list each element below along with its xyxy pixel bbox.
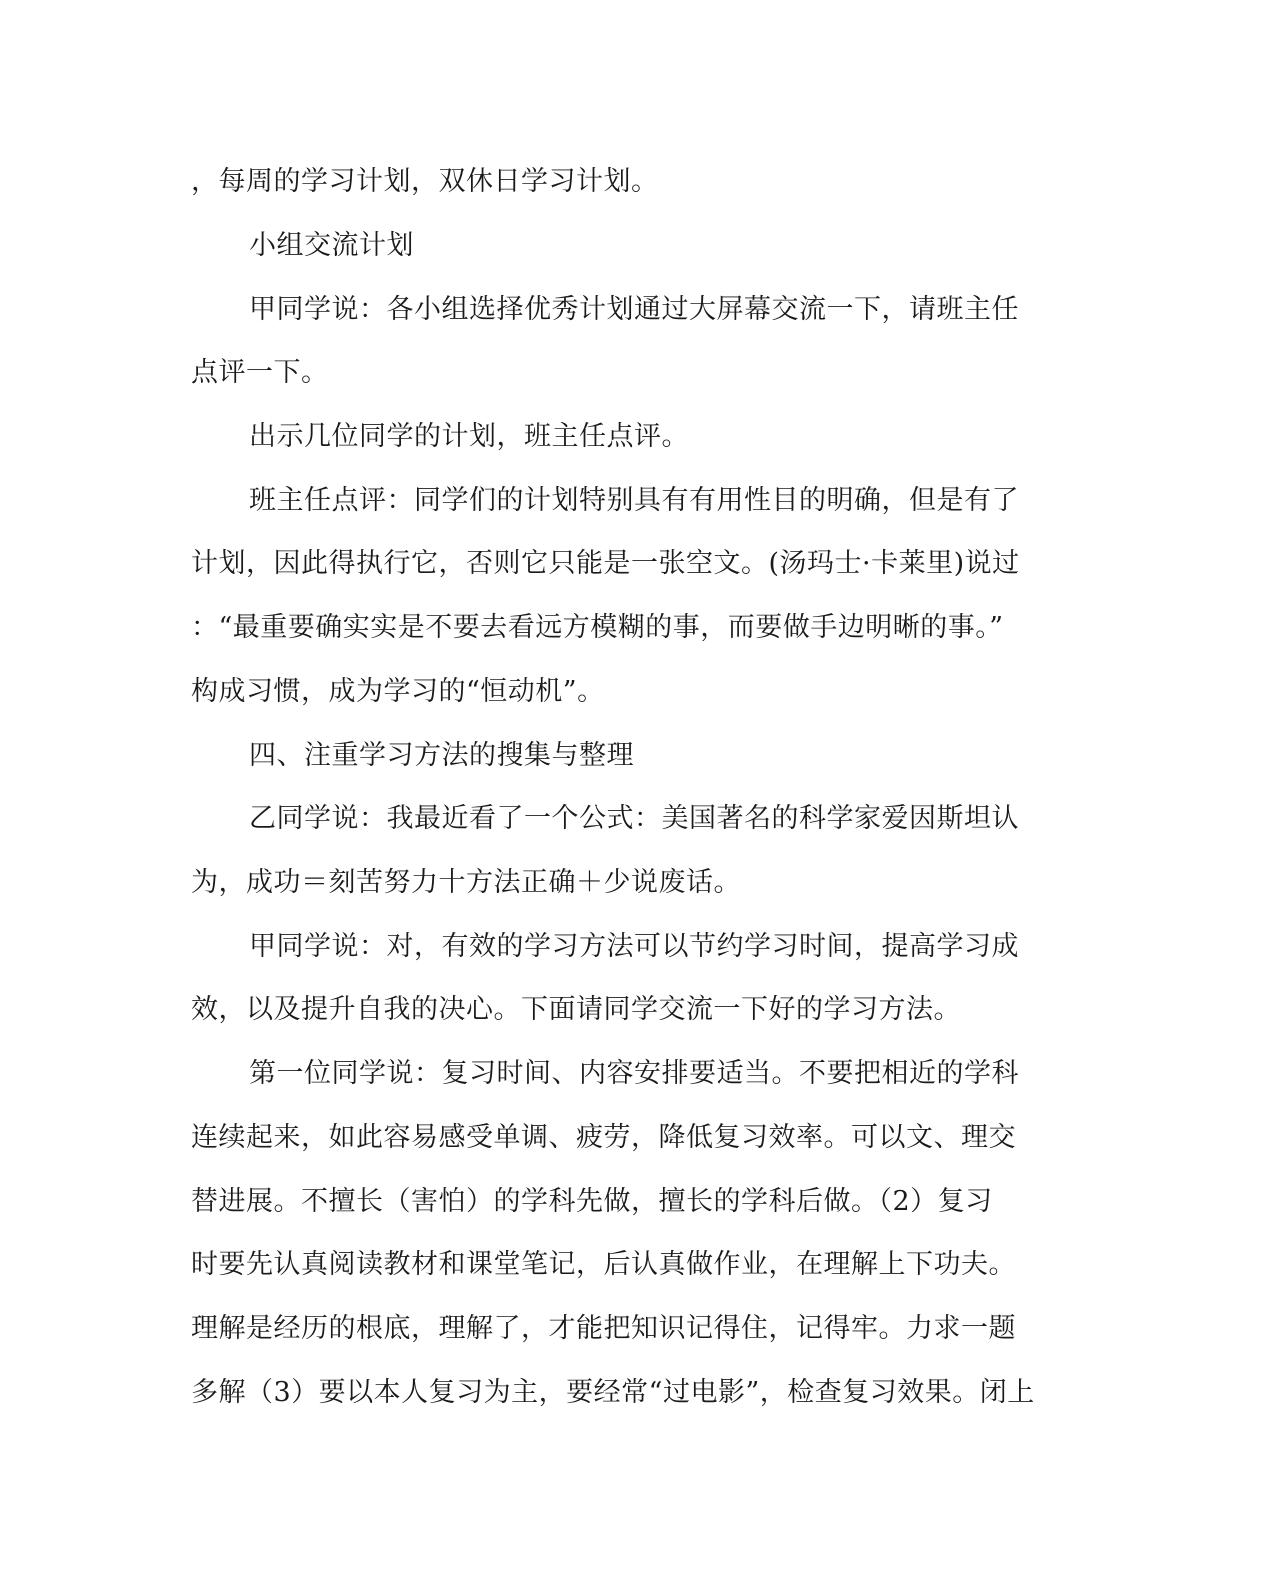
text-line: 计划，因此得执行它，否则它只能是一张空文。(汤玛士·卡莱里)说过: [191, 548, 1020, 579]
paragraph-line: 甲同学说：对，有效的学习方法可以节约学习时间，提高学习成: [249, 931, 1019, 962]
text-line: 为，成功＝刻苦努力十方法正确＋少说废话。: [191, 867, 741, 898]
paragraph-line: 班主任点评：同学们的计划特别具有有用性目的明确，但是有了: [249, 485, 1019, 516]
paragraph-line: 出示几位同学的计划，班主任点评。: [249, 421, 689, 452]
text-line: 效，以及提升自我的决心。下面请同学交流一下好的学习方法。: [191, 994, 961, 1025]
text-line: ，每周的学习计划，双休日学习计划。: [191, 166, 659, 197]
text-line: 构成习惯，成为学习的“恒动机”。: [191, 676, 605, 707]
text-line: 连续起来，如此容易感受单调、疲劳，降低复习效率。可以文、理交: [191, 1122, 1016, 1153]
paragraph-line: 第一位同学说：复习时间、内容安排要适当。不要把相近的学科: [249, 1058, 1019, 1089]
section-heading: 四、注重学习方法的搜集与整理: [249, 740, 634, 771]
text-line: 替进展。不擅长（害怕）的学科先做，擅长的学科后做。（2）复习: [191, 1186, 993, 1217]
text-line: ：“最重要确实实是不要去看远方模糊的事，而要做手边明晰的事。”: [191, 612, 1004, 643]
text-line: 理解是经历的根底，理解了，才能把知识记得住，记得牢。力求一题: [191, 1313, 1016, 1344]
section-heading: 小组交流计划: [249, 230, 414, 261]
paragraph-line: 乙同学说：我最近看了一个公式：美国著名的科学家爱因斯坦认: [249, 803, 1019, 834]
text-line: 多解（3）要以本人复习为主，要经常“过电影”，检查复习效果。闭上: [191, 1377, 1035, 1408]
paragraph-line: 甲同学说：各小组选择优秀计划通过大屏幕交流一下，请班主任: [249, 294, 1019, 325]
text-line: 时要先认真阅读教材和课堂笔记，后认真做作业，在理解上下功夫。: [191, 1249, 1016, 1280]
text-line: 点评一下。: [191, 357, 329, 388]
